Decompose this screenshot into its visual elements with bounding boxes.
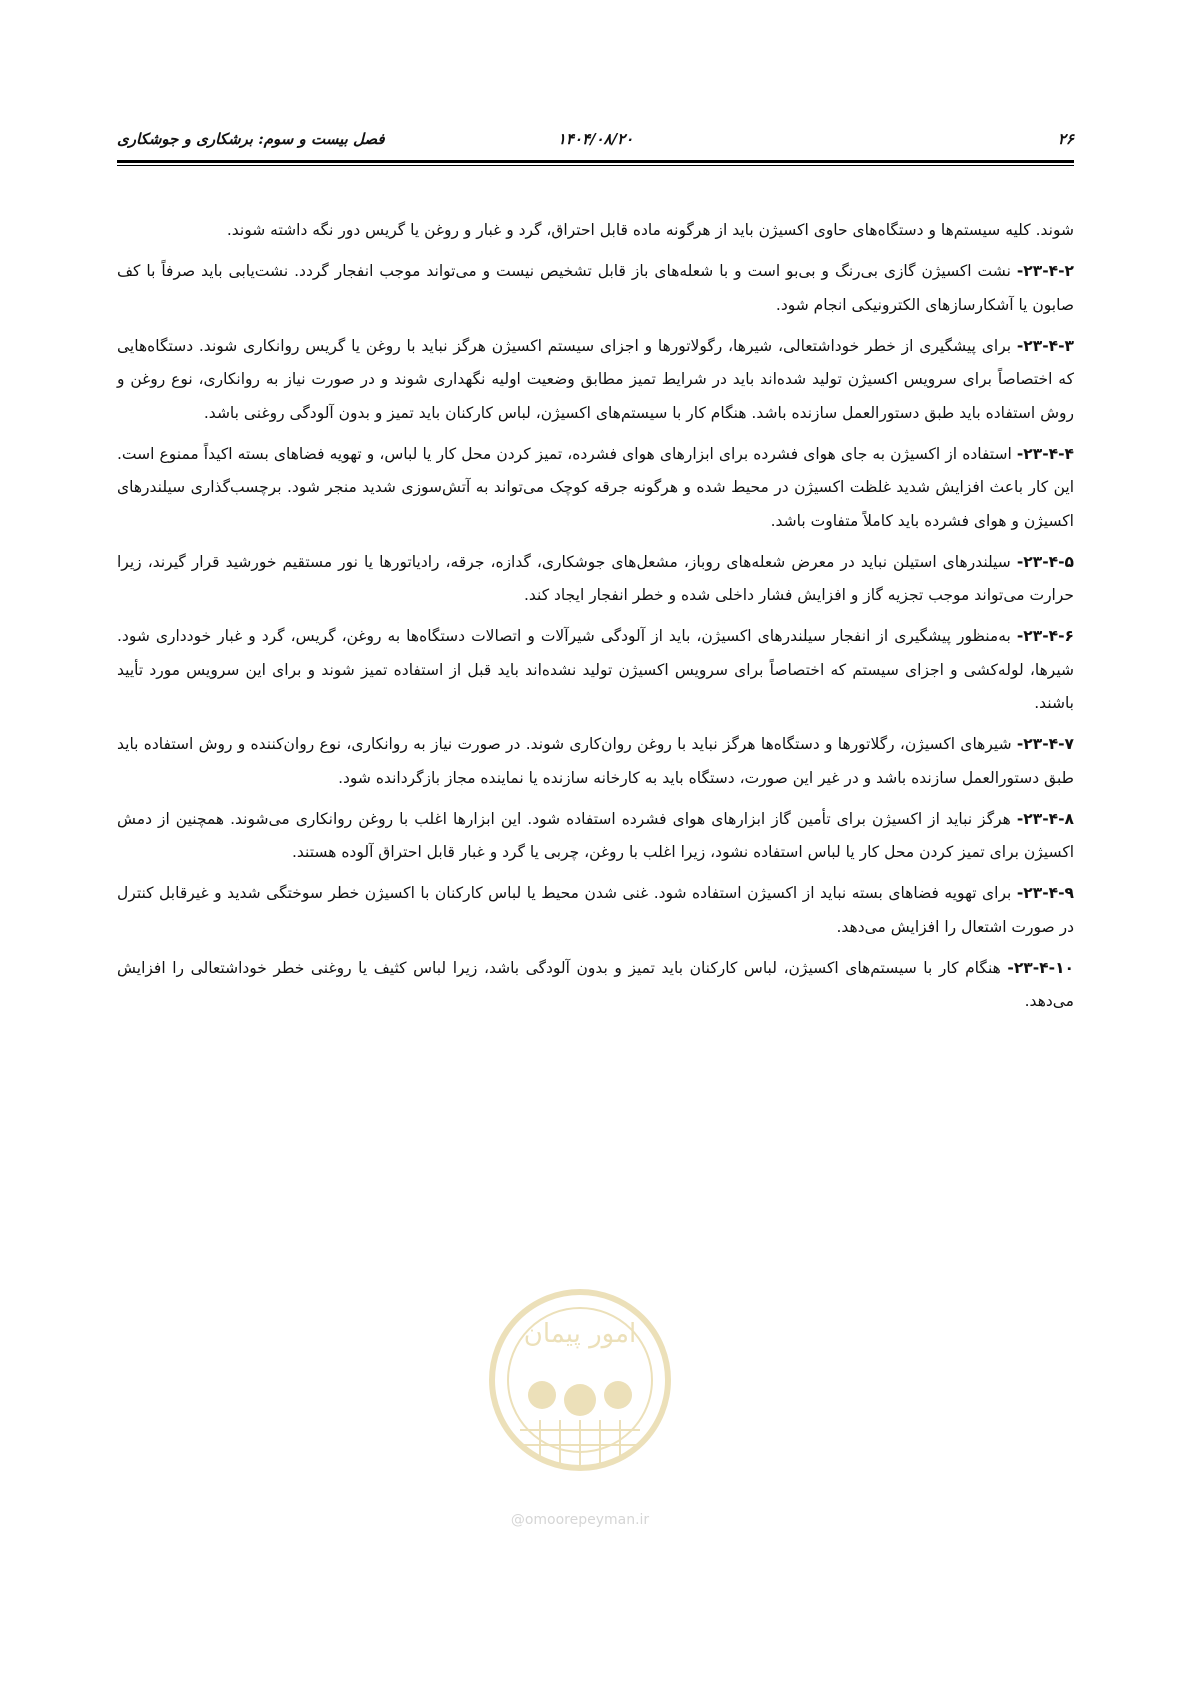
watermark-url: @omoorepeyman.ir	[510, 1512, 650, 1528]
watermark-logo	[480, 1280, 680, 1540]
header-date: ۱۴۰۴/۰۸/۲۰	[557, 130, 634, 148]
page-header	[117, 126, 1074, 156]
paragraph	[117, 728, 1074, 795]
clause-number: ۲۳-۴-۸-	[1016, 809, 1074, 828]
clause-number: ۲۳-۴-۷-	[1016, 735, 1074, 753]
watermark-emblem-icon	[480, 1280, 680, 1505]
document-body	[117, 214, 1074, 1026]
header-rule-thick	[117, 160, 1074, 163]
paragraph-text: سیلندرهای استیلن نباید در معرض شعله‌های روباز، مشعل‌های جوشکاری، گدازه، جرقه، رادیاتورها یا نور مستقیم خورشید قرار گیرند، زیرا حرارت می‌تواند موجب تجزیه گاز و افزایش فشار داخلی شده و خطر انفجار ایجاد کند.	[117, 552, 1074, 604]
clause-number: ۲۳-۴-۱۰-	[1007, 958, 1074, 977]
paragraph	[117, 952, 1074, 1019]
paragraph	[117, 255, 1074, 322]
paragraph	[117, 214, 1074, 248]
paragraph-text: نشت اکسیژن گازی بی‌رنگ و بی‌بو است و با شعله‌های باز قابل تشخیص نیست و می‌تواند موجب انفجار گردد. نشت‌یابی باید صرفاً با کف صابون یا آشکارسازهای الکترونیکی انجام شود.	[117, 262, 1074, 314]
paragraph-text: شوند. کلیه سیستم‌ها و دستگاه‌های حاوی اکسیژن باید از هرگونه ماده قابل احتراق، گرد و غبار و روغن یا گریس دور نگه داشته شوند.	[226, 221, 1074, 239]
header-rule-thin	[117, 165, 1074, 166]
paragraph	[117, 438, 1074, 539]
paragraph	[117, 330, 1074, 431]
paragraph-text: به‌منظور پیشگیری از انفجار سیلندرهای اکسیژن، باید از آلودگی شیرآلات و اتصالات دستگاه‌ها به روغن، گریس، گرد و غبار خودداری شود. شیرها، لوله‌کشی و اجزای سیستم که اختصاصاً برای سرویس اکسیژن تولید نشده‌اند باید قبل از استفاده تمیز شوند و برای این سرویس مورد تأیید باشند.	[117, 627, 1074, 712]
chapter-title: فصل بیست و سوم: برشکاری و جوشکاری	[117, 130, 385, 148]
page-number: ۲۶	[1057, 130, 1074, 148]
clause-number: ۲۳-۴-۳-	[1016, 336, 1074, 355]
clause-number: ۲۳-۴-۶-	[1016, 627, 1074, 645]
paragraph-text: استفاده از اکسیژن به جای هوای فشرده برای ابزارهای هوای فشرده، تمیز کردن محل کار یا لباس، و تهویه فضاهای بسته اکیداً ممنوع است. این کار باعث افزایش شدید غلظت اکسیژن در محیط شده و هرگونه جرقه کوچک می‌تواند به آتش‌سوزی شدید منجر شود. برچسب‌گذاری سیلندرهای اکسیژن و هوای فشرده باید کاملاً متفاوت باشد.	[117, 444, 1074, 530]
clause-number: ۲۳-۴-۵-	[1016, 552, 1074, 571]
paragraph-text: شیرهای اکسیژن، رگلاتورها و دستگاه‌ها هرگز نباید با روغن روان‌کاری شوند. در صورت نیاز به روانکاری، نوع روان‌کننده و روش استفاده باید طبق دستورالعمل سازنده باشد و در غیر این صورت، دستگاه باید به کارخانه سازنده یا نماینده مجاز بازگردانده شود.	[117, 735, 1074, 787]
clause-number: ۲۳-۴-۹-	[1016, 884, 1074, 902]
watermark-logo-text: امور پیمان	[523, 1319, 637, 1349]
paragraph	[117, 546, 1074, 613]
clause-number: ۲۳-۴-۲-	[1016, 262, 1074, 280]
paragraph	[117, 620, 1074, 721]
paragraph	[117, 877, 1074, 944]
paragraph	[117, 803, 1074, 870]
clause-number: ۲۳-۴-۴-	[1016, 444, 1074, 463]
paragraph-text: هرگز نباید از اکسیژن برای تأمین گاز ابزارهای هوای فشرده استفاده شود. این ابزارها اغلب با روغن روانکاری می‌شوند. همچنین از دمش اکسیژن برای تمیز کردن محل کار یا لباس استفاده نشود، زیرا اغلب با روغن، چربی یا گرد و غبار قابل احتراق آلوده هستند.	[117, 809, 1074, 861]
paragraph-text: هنگام کار با سیستم‌های اکسیژن، لباس کارکنان باید تمیز و بدون آلودگی باشد، زیرا لباس کثیف یا روغنی خطر خوداشتعالی را افزایش می‌دهد.	[117, 958, 1074, 1010]
paragraph-text: برای پیشگیری از خطر خوداشتعالی، شیرها، رگولاتورها و اجزای سیستم اکسیژن هرگز نباید با روغن یا گریس روانکاری شوند. دستگاه‌هایی که اختصاصاً برای سرویس اکسیژن تولید شده‌اند باید در شرایط تمیز مطابق وضعیت اولیه نگهداری شوند و در صورت نیاز به روانکاری، نوع روغن و روش استفاده باید طبق دستورالعمل سازنده باشد. هنگام کار با سیستم‌های اکسیژن، لباس کارکنان باید تمیز و بدون آلودگی روغنی باشد.	[117, 336, 1074, 422]
paragraph-text: برای تهویه فضاهای بسته نباید از اکسیژن استفاده شود. غنی شدن محیط یا لباس کارکنان با اکسیژن خطر سوختگی شدید و غیرقابل کنترل در صورت اشتعال را افزایش می‌دهد.	[117, 884, 1074, 936]
